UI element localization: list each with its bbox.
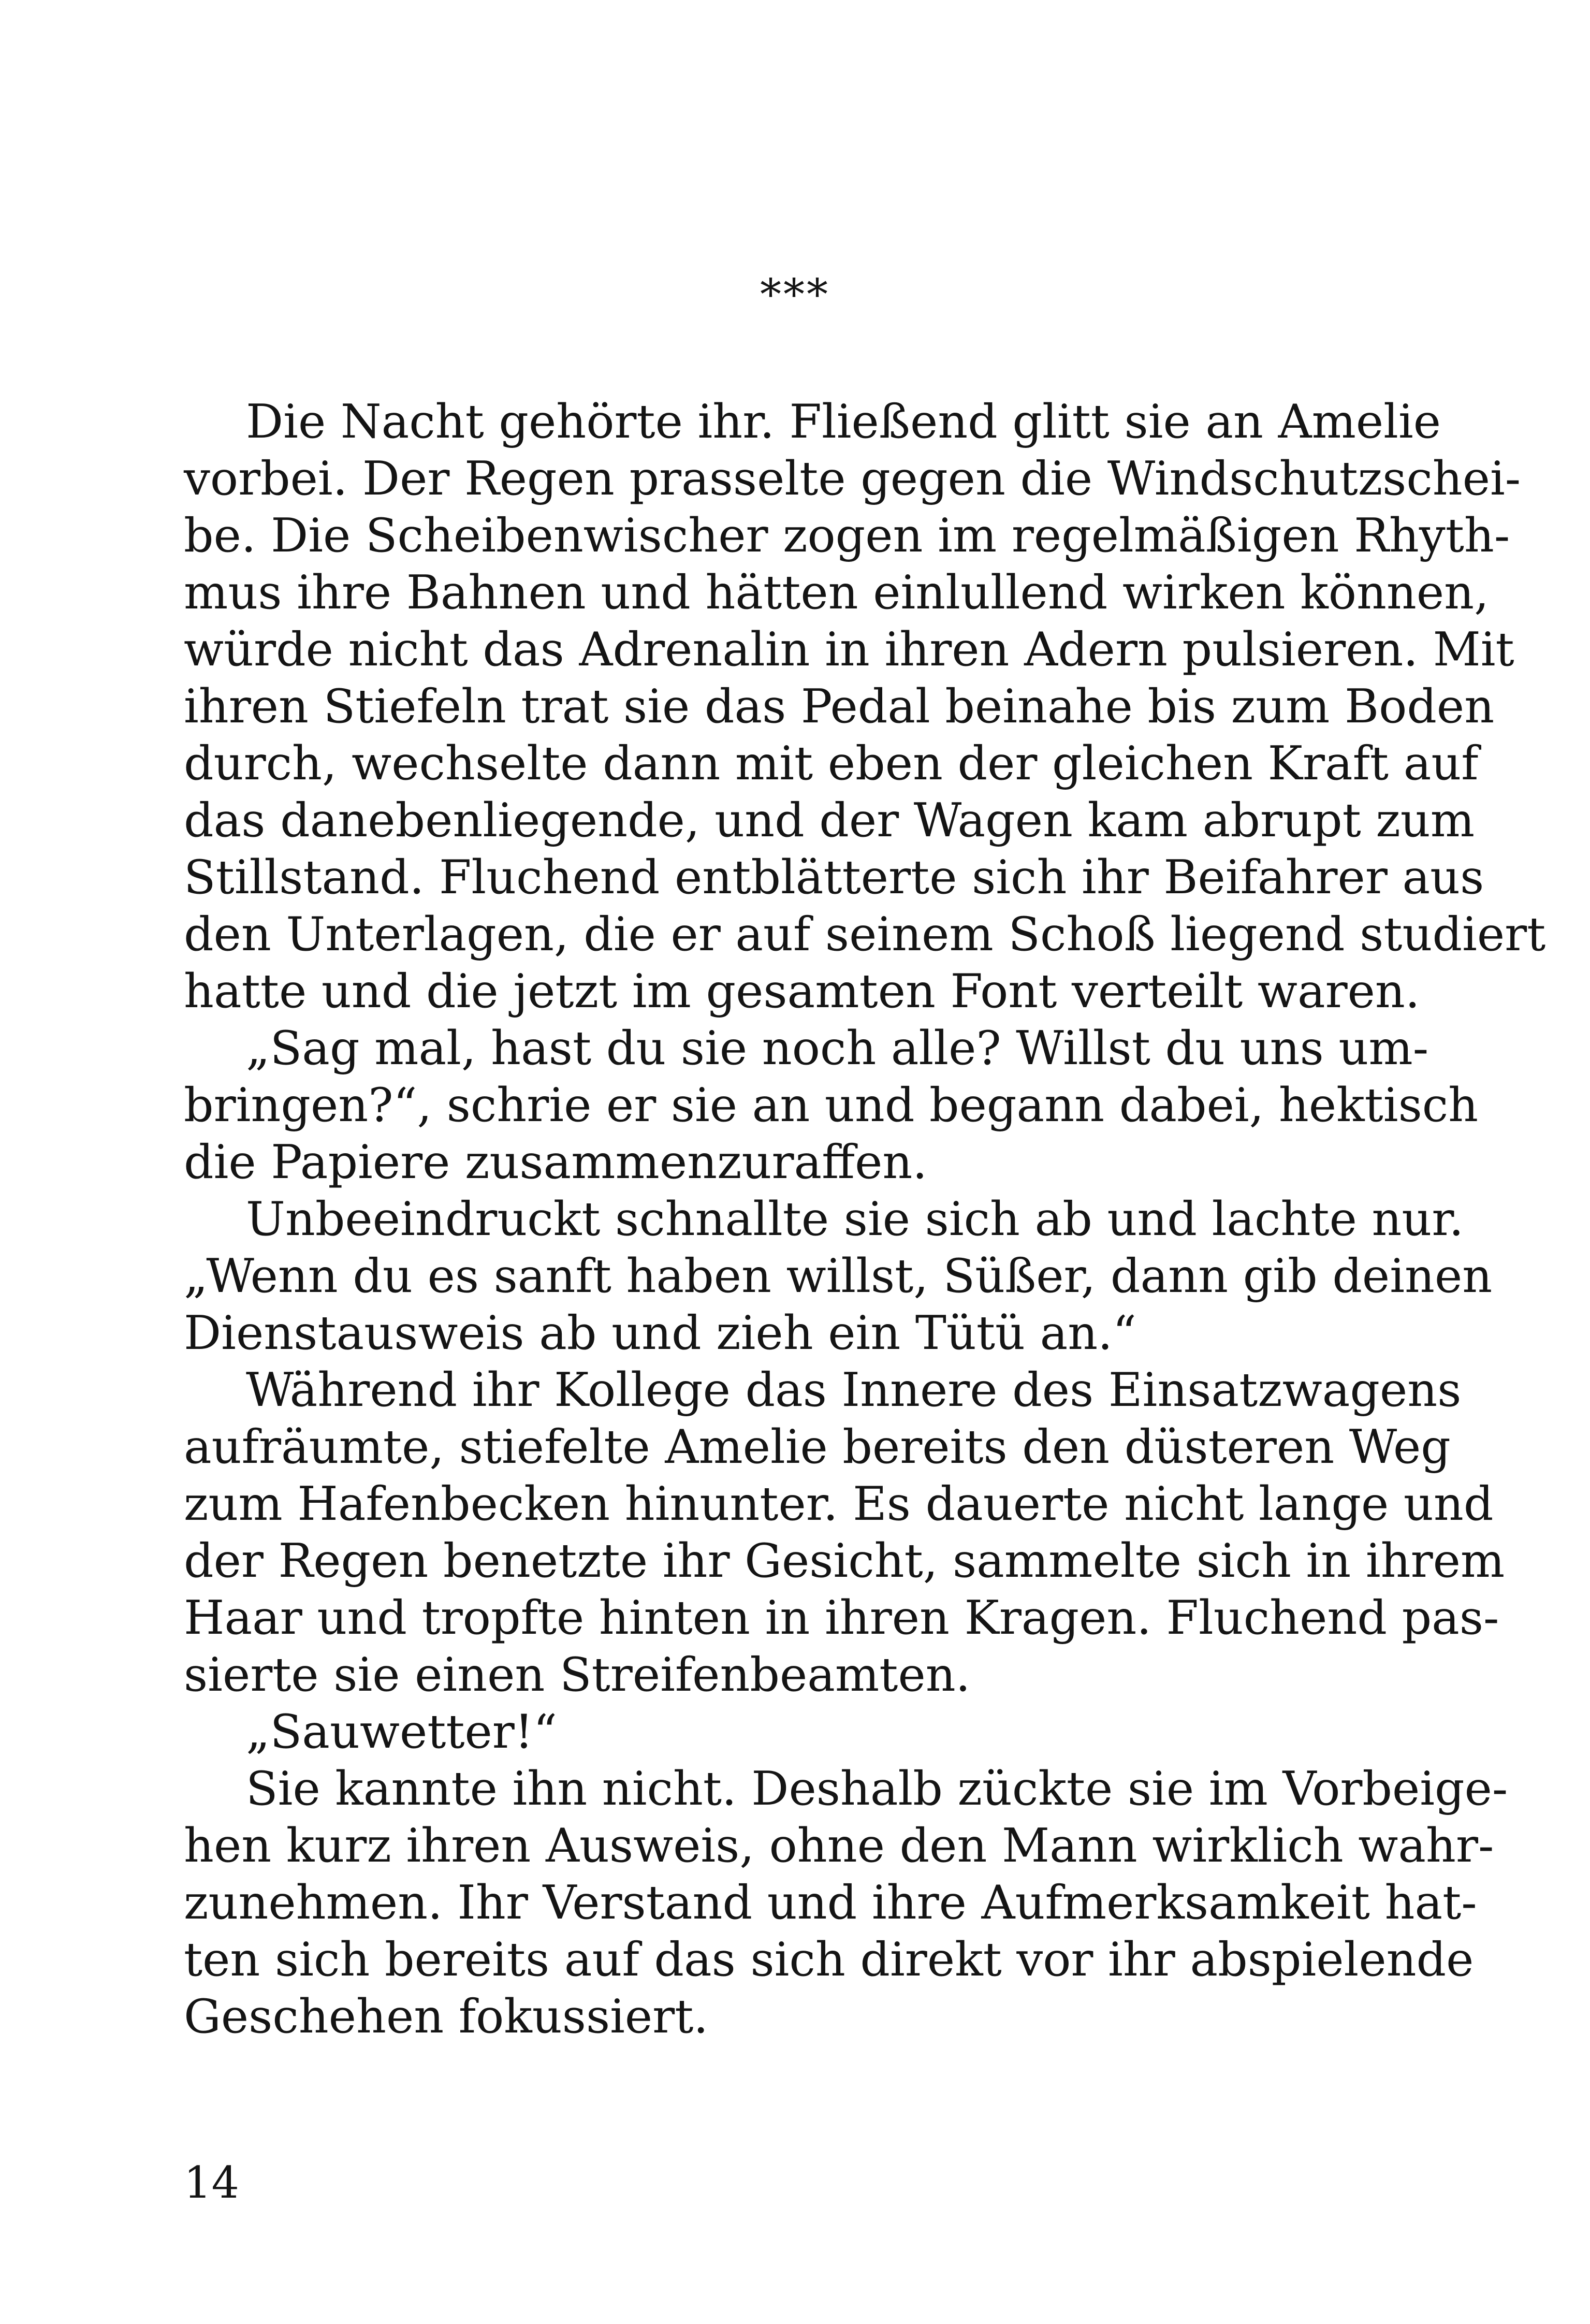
text-line: das danebenliegende, und der Wagen kam abrupt zum [184, 793, 1475, 848]
text-line: „Wenn du es sanft haben willst, Süßer, dann gib deinen [184, 1249, 1493, 1303]
text-line: Sie kannte ihn nicht. Deshalb zückte sie im Vorbeige- [246, 1762, 1508, 1816]
text-line: zum Hafenbecken hinunter. Es dauerte nicht lange und [184, 1477, 1494, 1531]
text-line: zunehmen. Ihr Verstand und ihre Aufmerksamkeit hat- [184, 1876, 1477, 1930]
text-line: durch, wechselte dann mit eben der gleichen Kraft auf [184, 736, 1479, 791]
text-line: würde nicht das Adrenalin in ihren Adern pulsieren. Mit [184, 622, 1514, 677]
text-line: sierte sie einen Streifenbeamten. [184, 1648, 971, 1702]
text-line: mus ihre Bahnen und hätten einlullend wirken können, [184, 565, 1489, 620]
text-line: Unbeeindruckt schnallte sie sich ab und lachte nur. [246, 1192, 1464, 1246]
text-line: Die Nacht gehörte ihr. Fließend glitt sie an Amelie [246, 395, 1441, 449]
body-text [184, 394, 1546, 2045]
text-line: Haar und tropfte hinten in ihren Kragen. Fluchend pas- [184, 1591, 1499, 1645]
section-break: *** [760, 270, 830, 319]
text-line: den Unterlagen, die er auf seinem Schoß liegend studiert [184, 907, 1546, 962]
text-line: be. Die Scheibenwischer zogen im regelmäßigen Rhyth- [184, 509, 1510, 563]
text-line: bringen?“, schrie er sie an und begann dabei, hektisch [184, 1078, 1479, 1132]
text-line: der Regen benetzte ihr Gesicht, sammelte sich in ihrem [184, 1534, 1505, 1588]
text-line: aufräumte, stiefelte Amelie bereits den düsteren Weg [184, 1420, 1451, 1474]
text-line: ten sich bereits auf das sich direkt vor ihr abspielende [184, 1933, 1474, 1987]
text-line: die Papiere zusammenzuraffen. [184, 1135, 927, 1189]
text-line: hatte und die jetzt im gesamten Font verteilt waren. [184, 964, 1420, 1019]
text-line: ihren Stiefeln trat sie das Pedal beinahe bis zum Boden [184, 679, 1495, 734]
page-number: 14 [184, 2157, 239, 2208]
text-line: Dienstausweis ab und zieh ein Tütü an.“ [184, 1306, 1136, 1360]
text-line: vorbei. Der Regen prasselte gegen die Windschutzschei- [184, 452, 1521, 506]
text-line: „Sag mal, hast du sie noch alle? Willst du uns um- [246, 1021, 1429, 1076]
text-line: hen kurz ihren Ausweis, ohne den Mann wirklich wahr- [184, 1819, 1494, 1873]
text-line: Geschehen fokussiert. [184, 1989, 708, 2044]
text-line: Während ihr Kollege das Innere des Einsatzwagens [246, 1363, 1462, 1417]
text-line: „Sauwetter!“ [246, 1705, 557, 1759]
text-line: Stillstand. Fluchend entblätterte sich ihr Beifahrer aus [184, 850, 1484, 905]
